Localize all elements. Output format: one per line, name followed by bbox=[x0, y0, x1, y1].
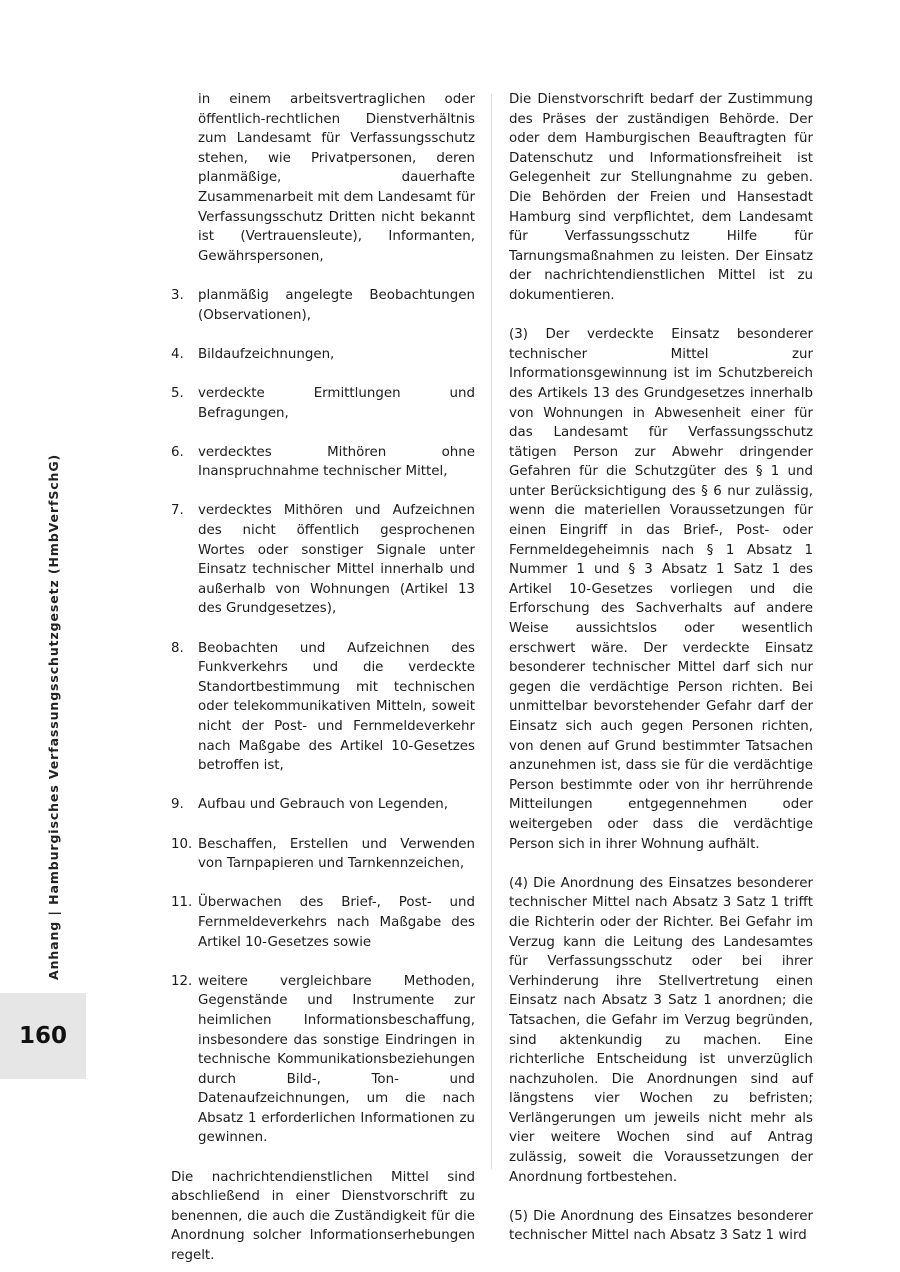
page-number-box bbox=[0, 993, 86, 1079]
list-item-text: Überwachen des Brief-, Post- und Fernmeldeverkehrs nach Maßgabe des Artikel 10-Gesetzes sowie bbox=[198, 895, 475, 950]
list-item-text: Beschaffen, Erstellen und Verwenden von Tarnpapieren und Tarnkennzeichen, bbox=[198, 836, 475, 872]
paragraph-absatz-4: (4) Die Anordnung des Einsatzes besonderer technischer Mittel nach Absatz 3 Satz 1 trifft die Richterin oder der Richter. Bei Gefahr im Verzug kann die Leitung des Landesamtes für Verfassungsschutz oder bei ihrer Verhinderung ihre Stellvertretung einen Einsatz nach Absatz 3 Satz 1 anordnen; die Tatsachen, die Gefahr im Verzug begründen, sind aktenkundig zu machen. Eine richterliche Entscheidung ist unverzüglich nachzuholen. Die Anordnungen sind auf längstens vier Wochen zu befristen; Verlängerungen um jeweils nicht mehr als vier weitere Wochen sind auf Antrag zulässig, soweit die Voraussetzungen der Anordnung fortbestehen. bbox=[509, 875, 813, 1185]
list-item bbox=[171, 443, 475, 482]
running-title: Anhang | Hamburgisches Verfassungsschutzgesetz (HmbVerfSchG) bbox=[46, 453, 61, 980]
column-divider bbox=[491, 94, 492, 1169]
list-item-number: 11. bbox=[171, 895, 193, 911]
list-item bbox=[171, 501, 475, 619]
list-item-text: Beobachten und Aufzeichnen des Funkverkehrs und die verdeckte Standortbestimmung mit technischen oder telekommunikativen Mitteln, soweit nicht der Post- und Fernmeldeverkehr nach Maßgabe des Artikel 10-Gesetzes betroffen ist, bbox=[198, 640, 475, 774]
list-item-continuation: in einem arbeitsvertraglichen oder öffentlich-rechtlichen Dienstverhältnis zum Landesamt für Verfassungsschutz stehen, wie Privatpersonen, deren planmäßige, dauerhafte Zusammenarbeit mit dem Landesamt für Verfassungsschutz Dritten nicht bekannt ist (Vertrauensleute), Informanten, Gewährspersonen, bbox=[198, 92, 475, 264]
closing-paragraph: Die nachrichtendienstlichen Mittel sind abschließend in einer Dienstvorschrift zu benennen, die auch die Zuständigkeit für die Anordnung solcher Informationserhebungen regelt. bbox=[171, 1169, 475, 1264]
list-item bbox=[171, 795, 475, 815]
list-item-text: Aufbau und Gebrauch von Legenden, bbox=[198, 797, 448, 813]
left-column bbox=[171, 90, 475, 1266]
list-item-text: verdeckte Ermittlungen und Befragungen, bbox=[198, 385, 475, 421]
paragraph-dienstvorschrift: Die Dienstvorschrift bedarf der Zustimmung des Präses der zuständigen Behörde. Der oder dem Hamburgischen Beauftragten für Datenschutz und Informationsfreiheit ist Gelegenheit zur Stellungnahme zu geben. Die Behörden der Freien und Hansestadt Hamburg sind verpflichtet, dem Landesamt für Verfassungsschutz Hilfe für Tarnungsmaßnahmen zu leisten. Der Einsatz der nachrichtendienstlichen Mittel ist zu dokumentieren. bbox=[509, 92, 813, 303]
list-item-number: 4. bbox=[171, 346, 184, 362]
list-item-number: 12. bbox=[171, 973, 193, 989]
paragraph-absatz-3: (3) Der verdeckte Einsatz besonderer technischer Mittel zur Informationsgewinnung ist im Schutzbereich des Artikels 13 des Grundgesetzes innerhalb von Wohnungen in Abwesenheit einer für das Landesamt für Verfassungsschutz tätigen Person zur Abwehr dringender Gefahren für die Schutzgüter des § 1 und unter Berücksichtigung des § 6 nur zulässig, wenn die materiellen Voraussetzungen für einen Eingriff in das Brief-, Post- oder Fernmeldegeheimnis nach § 1 Absatz 1 Nummer 1 und § 3 Absatz 1 Satz 1 des Artikel 10-Gesetzes vorliegen und die Erforschung des Sachverhalts auf andere Weise aussichtslos oder wesentlich erschwert wäre. Der verdeckte Einsatz besonderer technischer Mittel darf sich nur gegen die verdächtige Person richten. Bei unmittelbar bevorstehender Gefahr darf der Einsatz sich auch gegen Personen richten, von denen auf Grund bestimmter Tatsachen anzunehmen ist, dass sie für die verdächtige Person bestimmte oder von ihr herrührende Mitteilungen entgegennehmen oder weitergeben oder dass die verdächtige Person sich in ihrer Wohnung aufhält. bbox=[509, 327, 813, 852]
right-column bbox=[509, 90, 813, 1246]
list-item bbox=[171, 286, 475, 325]
list-item-text: verdecktes Mithören und Aufzeichnen des nicht öffentlich gesprochenen Wortes oder sonstiger Signale unter Einsatz technischer Mittel innerhalb und außerhalb von Wohnungen (Artikel 13 des Grundgesetzes), bbox=[198, 503, 475, 617]
list-item-number: 7. bbox=[171, 503, 184, 519]
list-item-number: 3. bbox=[171, 287, 184, 303]
list-item bbox=[171, 893, 475, 952]
list-item-number: 9. bbox=[171, 797, 184, 813]
list-item bbox=[171, 639, 475, 776]
list-item-number: 10. bbox=[171, 836, 193, 852]
list-item-number: 8. bbox=[171, 640, 184, 656]
paragraph-absatz-5: (5) Die Anordnung des Einsatzes besonderer technischer Mittel nach Absatz 3 Satz 1 wird bbox=[509, 1208, 813, 1244]
list-item bbox=[171, 835, 475, 874]
list-item-number: 5. bbox=[171, 385, 184, 401]
page-number: 160 bbox=[18, 1023, 67, 1049]
list-item-text: weitere vergleichbare Methoden, Gegenstände und Instrumente zur heimlichen Informationsbeschaffung, insbesondere das sonstige Eindringen in technische Kommunikationsbeziehungen durch Bild-, Ton- und Datenaufzeichnungen, um die nach Absatz 1 erforderlichen Informationen zu gewinnen. bbox=[198, 973, 475, 1146]
list-item-number: 6. bbox=[171, 444, 184, 460]
list-item bbox=[171, 972, 475, 1148]
list-item-text: planmäßig angelegte Beobachtungen (Observationen), bbox=[198, 287, 475, 323]
list-item-text: verdecktes Mithören ohne Inanspruchnahme technischer Mittel, bbox=[198, 444, 475, 480]
list-item bbox=[171, 345, 475, 365]
list-item-text: Bildaufzeichnungen, bbox=[198, 346, 335, 362]
list-item bbox=[171, 384, 475, 423]
